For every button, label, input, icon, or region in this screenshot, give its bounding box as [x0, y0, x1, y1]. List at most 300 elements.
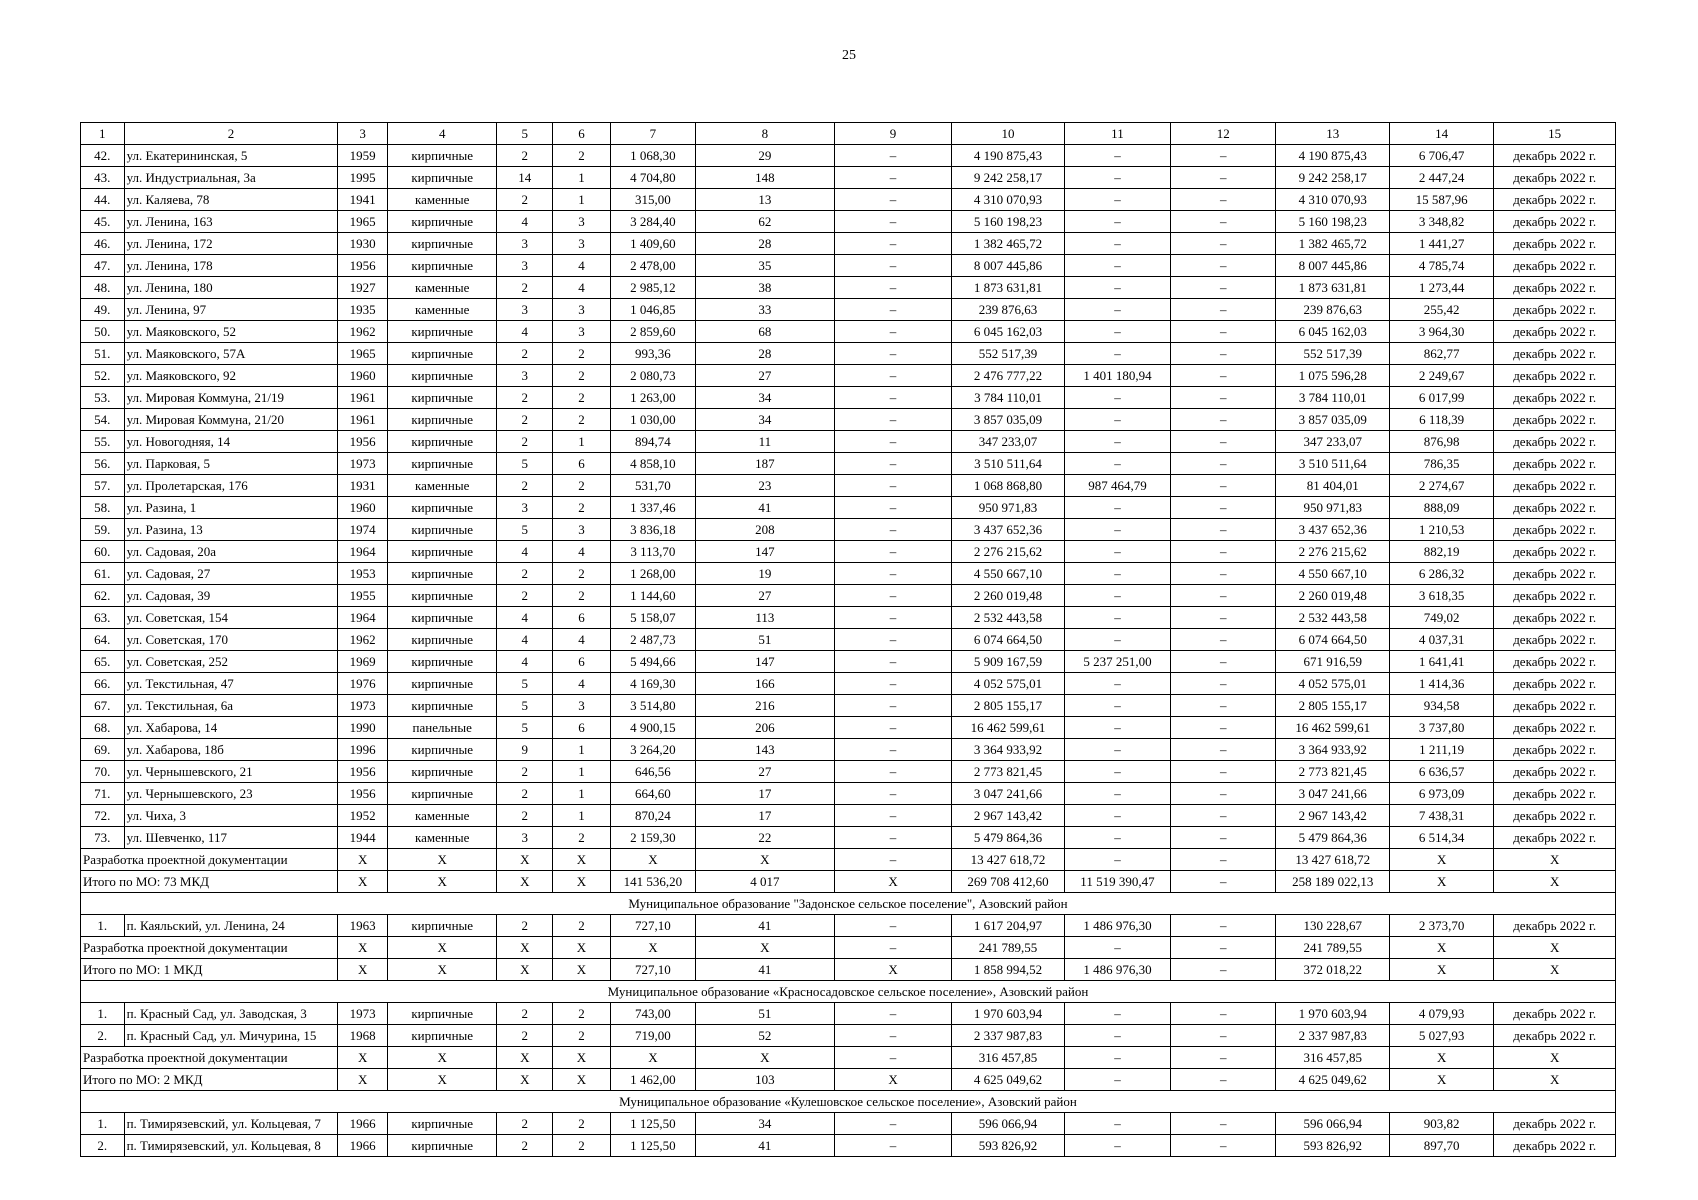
table-cell: 206: [695, 717, 834, 739]
table-cell: X: [497, 849, 553, 871]
summary-row: [81, 1047, 1616, 1069]
table-cell: –: [1171, 277, 1276, 299]
table-cell: 113: [695, 607, 834, 629]
table-cell: 147: [695, 651, 834, 673]
table-cell: 596 066,94: [952, 1113, 1064, 1135]
table-cell: –: [1171, 1113, 1276, 1135]
table-cell: 1: [553, 761, 611, 783]
table-cell: 5 160 198,23: [1276, 211, 1389, 233]
table-cell: 1996: [338, 739, 388, 761]
table-cell: 2: [497, 1113, 553, 1135]
table-cell: 42.: [81, 145, 125, 167]
table-cell: 81 404,01: [1276, 475, 1389, 497]
table-cell: 870,24: [610, 805, 695, 827]
table-cell: –: [1171, 189, 1276, 211]
table-cell: декабрь 2022 г.: [1494, 563, 1616, 585]
table-cell: 51: [695, 1003, 834, 1025]
address-cell: ул. Хабарова, 18б: [124, 739, 338, 761]
table-cell: –: [1171, 1069, 1276, 1091]
table-cell: 2: [497, 1135, 553, 1157]
table-cell: X: [387, 959, 496, 981]
table-cell: 347 233,07: [1276, 431, 1389, 453]
table-cell: 2: [553, 1003, 611, 1025]
table-cell: 6: [553, 651, 611, 673]
table-cell: –: [1171, 695, 1276, 717]
table-row: [81, 409, 1616, 431]
table-cell: 67.: [81, 695, 125, 717]
table-cell: –: [1171, 849, 1276, 871]
table-cell: –: [834, 365, 952, 387]
table-cell: 60.: [81, 541, 125, 563]
address-cell: ул. Ленина, 172: [124, 233, 338, 255]
table-cell: кирпичные: [387, 673, 496, 695]
table-cell: 1 211,19: [1389, 739, 1493, 761]
table-cell: –: [1171, 343, 1276, 365]
table-cell: 2: [497, 387, 553, 409]
table-row: [81, 915, 1616, 937]
table-row: [81, 233, 1616, 255]
table-cell: 41: [695, 959, 834, 981]
table-cell: 13 427 618,72: [952, 849, 1064, 871]
table-cell: 166: [695, 673, 834, 695]
address-cell: ул. Маяковского, 52: [124, 321, 338, 343]
table-cell: –: [1064, 189, 1170, 211]
table-cell: декабрь 2022 г.: [1494, 409, 1616, 431]
table-cell: 897,70: [1389, 1135, 1493, 1157]
table-cell: 6 286,32: [1389, 563, 1493, 585]
summary-row: [81, 937, 1616, 959]
table-cell: 4: [553, 629, 611, 651]
table-cell: –: [1064, 739, 1170, 761]
address-cell: ул. Индустриальная, 3а: [124, 167, 338, 189]
table-cell: –: [1171, 607, 1276, 629]
table-cell: –: [834, 1047, 952, 1069]
table-cell: кирпичные: [387, 651, 496, 673]
table-cell: X: [338, 849, 388, 871]
table-cell: 141 536,20: [610, 871, 695, 893]
column-number-cell: 11: [1064, 123, 1170, 145]
table-cell: –: [1064, 541, 1170, 563]
table-cell: 2: [553, 497, 611, 519]
table-cell: –: [1171, 299, 1276, 321]
table-cell: 552 517,39: [1276, 343, 1389, 365]
table-cell: 6: [553, 453, 611, 475]
table-cell: –: [1171, 145, 1276, 167]
table-cell: 4 017: [695, 871, 834, 893]
table-cell: 2 260 019,48: [952, 585, 1064, 607]
table-cell: 41: [695, 1135, 834, 1157]
table-cell: –: [834, 541, 952, 563]
table-cell: –: [1171, 431, 1276, 453]
table-cell: 2 337 987,83: [1276, 1025, 1389, 1047]
table-cell: 59.: [81, 519, 125, 541]
table-cell: –: [1171, 167, 1276, 189]
table-cell: 3: [553, 695, 611, 717]
table-cell: 5: [497, 673, 553, 695]
table-cell: 1964: [338, 607, 388, 629]
table-cell: 888,09: [1389, 497, 1493, 519]
table-cell: каменные: [387, 299, 496, 321]
table-cell: 950 971,83: [952, 497, 1064, 519]
table-cell: 727,10: [610, 915, 695, 937]
address-cell: п. Тимирязевский, ул. Кольцевая, 8: [124, 1135, 338, 1157]
table-cell: 4 785,74: [1389, 255, 1493, 277]
table-cell: X: [497, 1047, 553, 1069]
table-cell: декабрь 2022 г.: [1494, 255, 1616, 277]
table-cell: 51.: [81, 343, 125, 365]
table-cell: 2 773 821,45: [1276, 761, 1389, 783]
table-row: [81, 541, 1616, 563]
table-cell: 48.: [81, 277, 125, 299]
table-row: [81, 321, 1616, 343]
table-cell: 3: [497, 827, 553, 849]
table-cell: –: [1064, 563, 1170, 585]
table-cell: декабрь 2022 г.: [1494, 497, 1616, 519]
table-cell: 4 310 070,93: [1276, 189, 1389, 211]
table-cell: –: [1171, 761, 1276, 783]
table-cell: 2: [553, 915, 611, 937]
table-cell: декабрь 2022 г.: [1494, 453, 1616, 475]
column-number-cell: 14: [1389, 123, 1493, 145]
table-cell: 239 876,63: [952, 299, 1064, 321]
table-cell: декабрь 2022 г.: [1494, 827, 1616, 849]
table-cell: 1956: [338, 761, 388, 783]
table-row: [81, 607, 1616, 629]
table-cell: –: [1171, 387, 1276, 409]
table-cell: кирпичные: [387, 629, 496, 651]
table-cell: 3 510 511,64: [952, 453, 1064, 475]
table-cell: 1 125,50: [610, 1113, 695, 1135]
table-cell: 33: [695, 299, 834, 321]
table-cell: 1 409,60: [610, 233, 695, 255]
table-cell: 63.: [81, 607, 125, 629]
table-cell: 987 464,79: [1064, 475, 1170, 497]
table-cell: 6 045 162,03: [1276, 321, 1389, 343]
table-cell: 1 486 976,30: [1064, 959, 1170, 981]
table-cell: 9 242 258,17: [1276, 167, 1389, 189]
table-cell: 1968: [338, 1025, 388, 1047]
table-cell: X: [834, 959, 952, 981]
table-cell: X: [338, 937, 388, 959]
table-cell: –: [1064, 1113, 1170, 1135]
table-cell: 68.: [81, 717, 125, 739]
table-cell: кирпичные: [387, 211, 496, 233]
table-row: [81, 365, 1616, 387]
summary-label-cell: Итого по МО: 73 МКД: [81, 871, 338, 893]
table-cell: 5: [497, 519, 553, 541]
column-number-cell: 6: [553, 123, 611, 145]
table-cell: 255,42: [1389, 299, 1493, 321]
table-row: [81, 585, 1616, 607]
table-cell: 1 617 204,97: [952, 915, 1064, 937]
table-cell: –: [834, 827, 952, 849]
table-cell: –: [1171, 629, 1276, 651]
table-cell: 3 113,70: [610, 541, 695, 563]
table-cell: 62.: [81, 585, 125, 607]
summary-label-cell: Разработка проектной документации: [81, 937, 338, 959]
section-title: Муниципальное образование «Красносадовское сельское поселение», Азовский район: [81, 981, 1616, 1003]
table-cell: –: [834, 739, 952, 761]
table-cell: каменные: [387, 475, 496, 497]
table-cell: 2: [497, 783, 553, 805]
table-cell: 5: [497, 717, 553, 739]
table-cell: –: [1171, 1025, 1276, 1047]
table-row: [81, 783, 1616, 805]
summary-row: [81, 871, 1616, 893]
address-cell: ул. Пролетарская, 176: [124, 475, 338, 497]
table-cell: 2: [553, 145, 611, 167]
table-cell: X: [338, 1069, 388, 1091]
table-cell: 7 438,31: [1389, 805, 1493, 827]
table-cell: –: [834, 937, 952, 959]
table-cell: кирпичные: [387, 585, 496, 607]
table-cell: 1: [553, 805, 611, 827]
table-cell: –: [834, 145, 952, 167]
table-cell: 1990: [338, 717, 388, 739]
table-cell: –: [1171, 937, 1276, 959]
table-cell: –: [834, 321, 952, 343]
table-cell: 17: [695, 805, 834, 827]
table-cell: декабрь 2022 г.: [1494, 541, 1616, 563]
table-cell: декабрь 2022 г.: [1494, 673, 1616, 695]
table-cell: –: [1171, 783, 1276, 805]
table-cell: –: [1064, 937, 1170, 959]
table-cell: 1953: [338, 563, 388, 585]
table-cell: 2.: [81, 1135, 125, 1157]
table-cell: 2 260 019,48: [1276, 585, 1389, 607]
table-cell: 1 970 603,94: [1276, 1003, 1389, 1025]
table-cell: 16 462 599,61: [1276, 717, 1389, 739]
table-cell: декабрь 2022 г.: [1494, 321, 1616, 343]
table-cell: 11 519 390,47: [1064, 871, 1170, 893]
address-cell: ул. Хабарова, 14: [124, 717, 338, 739]
table-cell: 593 826,92: [1276, 1135, 1389, 1157]
address-cell: ул. Советская, 154: [124, 607, 338, 629]
table-cell: 2 805 155,17: [1276, 695, 1389, 717]
table-cell: –: [1064, 827, 1170, 849]
table-cell: 950 971,83: [1276, 497, 1389, 519]
table-cell: 65.: [81, 651, 125, 673]
table-cell: 903,82: [1389, 1113, 1493, 1135]
table-cell: 1 046,85: [610, 299, 695, 321]
table-row: [81, 739, 1616, 761]
table-cell: 28: [695, 343, 834, 365]
table-cell: 2: [553, 1025, 611, 1047]
table-cell: X: [553, 1047, 611, 1069]
table-cell: –: [834, 1113, 952, 1135]
table-cell: 61.: [81, 563, 125, 585]
table-cell: 2: [553, 409, 611, 431]
table-cell: 17: [695, 783, 834, 805]
table-row: [81, 299, 1616, 321]
table-cell: X: [610, 849, 695, 871]
table-cell: X: [387, 1047, 496, 1069]
column-number-cell: 7: [610, 123, 695, 145]
table-cell: 14: [497, 167, 553, 189]
table-cell: декабрь 2022 г.: [1494, 519, 1616, 541]
table-cell: 2: [497, 585, 553, 607]
section-title: Муниципальное образование «Кулешовское сельское поселение», Азовский район: [81, 1091, 1616, 1113]
table-cell: кирпичные: [387, 233, 496, 255]
table-cell: 4: [497, 607, 553, 629]
table-cell: кирпичные: [387, 761, 496, 783]
table-cell: 1956: [338, 783, 388, 805]
table-cell: X: [695, 849, 834, 871]
address-cell: ул. Мировая Коммуна, 21/20: [124, 409, 338, 431]
table-cell: декабрь 2022 г.: [1494, 717, 1616, 739]
table-cell: –: [1064, 233, 1170, 255]
table-cell: 2 274,67: [1389, 475, 1493, 497]
table-cell: декабрь 2022 г.: [1494, 1003, 1616, 1025]
table-cell: –: [834, 409, 952, 431]
table-cell: 5 160 198,23: [952, 211, 1064, 233]
table-cell: панельные: [387, 717, 496, 739]
table-cell: 1956: [338, 255, 388, 277]
table-cell: X: [1494, 937, 1616, 959]
table-cell: кирпичные: [387, 607, 496, 629]
table-cell: декабрь 2022 г.: [1494, 211, 1616, 233]
table-cell: кирпичные: [387, 541, 496, 563]
table-cell: X: [834, 1069, 952, 1091]
table-cell: 130 228,67: [1276, 915, 1389, 937]
table-cell: X: [1494, 1047, 1616, 1069]
table-cell: 64.: [81, 629, 125, 651]
table-cell: 3: [497, 255, 553, 277]
table-cell: 2: [497, 1025, 553, 1047]
table-cell: 4: [553, 277, 611, 299]
table-cell: 6 636,57: [1389, 761, 1493, 783]
table-cell: 2 476 777,22: [952, 365, 1064, 387]
table-cell: X: [338, 871, 388, 893]
table-cell: 1961: [338, 409, 388, 431]
table-cell: 1 273,44: [1389, 277, 1493, 299]
table-cell: –: [1064, 1003, 1170, 1025]
table-cell: 5 479 864,36: [1276, 827, 1389, 849]
table-cell: –: [1171, 321, 1276, 343]
table-cell: 55.: [81, 431, 125, 453]
table-cell: 4 550 667,10: [1276, 563, 1389, 585]
table-row: [81, 519, 1616, 541]
table-cell: 1: [553, 189, 611, 211]
table-cell: 3 836,18: [610, 519, 695, 541]
table-cell: –: [834, 475, 952, 497]
address-cell: ул. Советская, 170: [124, 629, 338, 651]
table-cell: 1 873 631,81: [1276, 277, 1389, 299]
table-cell: 50.: [81, 321, 125, 343]
table-cell: 2 337 987,83: [952, 1025, 1064, 1047]
table-cell: –: [834, 673, 952, 695]
table-cell: 2 487,73: [610, 629, 695, 651]
table-cell: 1963: [338, 915, 388, 937]
table-cell: декабрь 2022 г.: [1494, 629, 1616, 651]
address-cell: ул. Ленина, 163: [124, 211, 338, 233]
table-cell: 1 441,27: [1389, 233, 1493, 255]
table-cell: декабрь 2022 г.: [1494, 145, 1616, 167]
table-cell: кирпичные: [387, 343, 496, 365]
table-cell: –: [834, 387, 952, 409]
table-cell: кирпичные: [387, 1135, 496, 1157]
table-cell: 2: [553, 365, 611, 387]
column-number-cell: 9: [834, 123, 952, 145]
table-cell: 664,60: [610, 783, 695, 805]
table-row: [81, 1003, 1616, 1025]
table-cell: 13 427 618,72: [1276, 849, 1389, 871]
table-cell: 1 858 994,52: [952, 959, 1064, 981]
table-cell: декабрь 2022 г.: [1494, 365, 1616, 387]
table-cell: 1927: [338, 277, 388, 299]
table-cell: 743,00: [610, 1003, 695, 1025]
table-cell: 1 210,53: [1389, 519, 1493, 541]
table-cell: 73.: [81, 827, 125, 849]
address-cell: ул. Садовая, 20а: [124, 541, 338, 563]
table-cell: 2: [553, 387, 611, 409]
table-cell: 1 414,36: [1389, 673, 1493, 695]
table-cell: 2 276 215,62: [1276, 541, 1389, 563]
table-cell: 593 826,92: [952, 1135, 1064, 1157]
column-number-cell: 5: [497, 123, 553, 145]
table-cell: –: [1171, 739, 1276, 761]
table-cell: –: [834, 167, 952, 189]
table-cell: 1974: [338, 519, 388, 541]
table-cell: 66.: [81, 673, 125, 695]
table-cell: 3: [553, 299, 611, 321]
table-cell: X: [1494, 959, 1616, 981]
table-cell: 727,10: [610, 959, 695, 981]
table-cell: –: [1171, 673, 1276, 695]
table-cell: 2: [497, 277, 553, 299]
table-cell: X: [610, 1047, 695, 1069]
table-cell: 862,77: [1389, 343, 1493, 365]
address-cell: ул. Чиха, 3: [124, 805, 338, 827]
table-cell: 6 118,39: [1389, 409, 1493, 431]
table-cell: 1952: [338, 805, 388, 827]
table-cell: –: [1064, 299, 1170, 321]
table-cell: 28: [695, 233, 834, 255]
table-cell: X: [1494, 1069, 1616, 1091]
table-cell: 9: [497, 739, 553, 761]
table-cell: 3: [553, 233, 611, 255]
table-cell: 1 873 631,81: [952, 277, 1064, 299]
table-cell: 54.: [81, 409, 125, 431]
table-cell: декабрь 2022 г.: [1494, 1113, 1616, 1135]
table-cell: 1 268,00: [610, 563, 695, 585]
table-cell: 2: [553, 585, 611, 607]
table-cell: 2: [497, 761, 553, 783]
table-cell: 58.: [81, 497, 125, 519]
table-cell: –: [1171, 959, 1276, 981]
table-cell: 1941: [338, 189, 388, 211]
table-cell: 6 973,09: [1389, 783, 1493, 805]
table-cell: 671 916,59: [1276, 651, 1389, 673]
table-cell: –: [1064, 409, 1170, 431]
table-cell: 786,35: [1389, 453, 1493, 475]
table-cell: –: [1064, 1025, 1170, 1047]
table-cell: X: [1494, 871, 1616, 893]
table-cell: X: [387, 849, 496, 871]
table-cell: 46.: [81, 233, 125, 255]
table-cell: 2 985,12: [610, 277, 695, 299]
table-cell: каменные: [387, 827, 496, 849]
table-cell: –: [1064, 717, 1170, 739]
table-cell: 1 068,30: [610, 145, 695, 167]
table-cell: кирпичные: [387, 1003, 496, 1025]
table-cell: 2: [553, 343, 611, 365]
table-cell: 2: [497, 431, 553, 453]
table-cell: 646,56: [610, 761, 695, 783]
table-cell: 41: [695, 497, 834, 519]
table-cell: декабрь 2022 г.: [1494, 739, 1616, 761]
address-cell: п. Тимирязевский, ул. Кольцевая, 7: [124, 1113, 338, 1135]
